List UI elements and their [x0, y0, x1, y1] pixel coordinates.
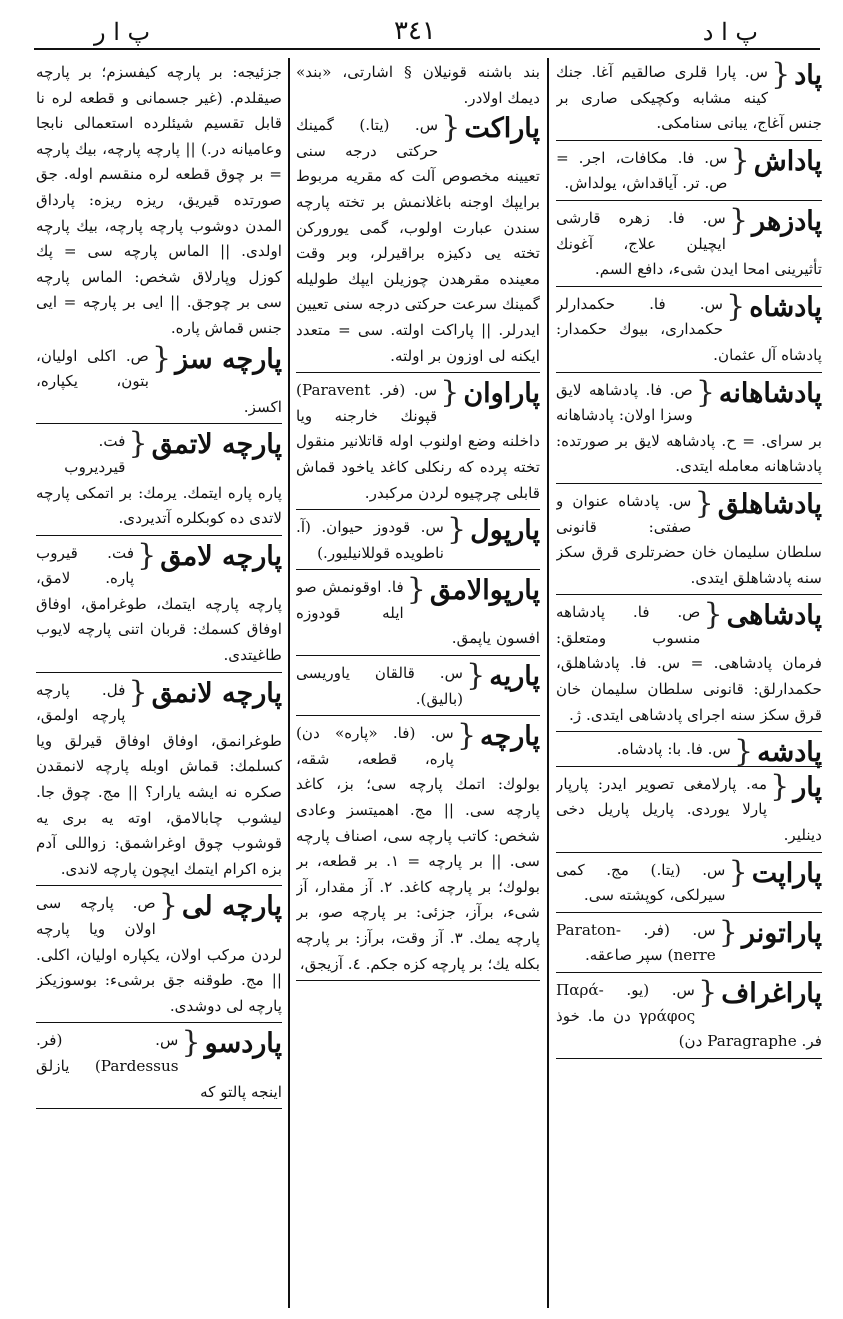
entry-headword: پاراتونر — [741, 917, 822, 949]
entry-definition: س. (فر. Pardessus) يازلق اينجه پالتو كه — [36, 1031, 282, 1101]
dictionary-entry — [36, 1025, 282, 1109]
dictionary-entry — [296, 718, 540, 981]
entry-headword: پارچه — [480, 721, 540, 753]
brace-mark: { — [728, 202, 749, 238]
dictionary-entry — [556, 142, 822, 201]
entry-headword: پارپوالامق — [429, 575, 540, 607]
running-header — [34, 14, 818, 48]
brace-mark: { — [726, 288, 746, 324]
entry-headword: پادشاهانه — [718, 377, 822, 409]
entry-headword: پاريه — [489, 661, 540, 693]
dictionary-entry — [36, 888, 282, 1023]
brace-mark: { — [447, 512, 467, 548]
brace-mark: { — [703, 597, 723, 633]
entry-definition: س. (فر. Paravent) قپونك خارجنه ويا داخلنه وضع اولنوب اوله قاتلانير منقول تخته پرده كه رنكلی كاغد ياخود قماش قابلی چرچيوه لردن مركبدر. — [296, 381, 540, 502]
dictionary-entry — [36, 674, 282, 887]
brace-mark: { — [456, 718, 477, 754]
entry-headword: پادشاهلق — [717, 488, 822, 520]
brace-mark: { — [137, 537, 157, 573]
dictionary-entry — [556, 768, 822, 853]
entry-definition: س. فا. با: پادشاه. — [616, 740, 732, 759]
brace-mark: { — [158, 888, 178, 924]
entry-headword: پارچه لی — [181, 891, 282, 923]
entry-headword: پار — [793, 771, 822, 803]
entry-definition: ص. اكلی اوليان، بتون، يكپاره، اكسز. — [36, 346, 282, 416]
dictionary-entry — [36, 60, 282, 342]
entry-definition: س. فا. زهره قارشی ايچيلن علاج، آغونك تأثيرينی امحا ايدن شیء، دافع السم. — [556, 208, 822, 279]
entry-definition: مه. پارلامغی تصوير ايدر: پارپار پارلا يوردی. پاريل پاريل دخی دينلير. — [556, 774, 822, 845]
brace-mark: { — [730, 142, 750, 178]
brace-mark: { — [441, 110, 461, 146]
brace-mark: { — [466, 658, 486, 694]
brace-mark: { — [694, 485, 714, 521]
column-middle — [296, 60, 540, 1310]
header-right-guide: پ ا د — [702, 18, 758, 46]
header-rule — [34, 48, 820, 50]
entry-headword: پارچه سز — [175, 343, 282, 375]
dictionary-entry — [296, 572, 540, 656]
entry-headword: پادشاهی — [726, 600, 822, 632]
brace-mark: { — [728, 854, 748, 890]
entry-headword: پاراپت — [751, 857, 822, 889]
entry-definition: س. فا. حكمدارلر حكمداری، بيوك حكمدار: پادشاه آل عثمان. — [556, 294, 822, 364]
entry-definition: س. (يتا.) گمينك حركتی درجه سنی تعيينه مخصوص آلت كه مقريه مربوط برايپك اوجنه باغلانمش بر تخته پارچه سندن عبارت اولوب، گمی يوروركن تخته يی دكيزه براقيرلر، وبر وقت معينده مقرهدن چوزيلن ايپك طوليله گمينك سرعت حركتی درجه سنی تعيين ايدرلر. || پاراكت اولته. سی = متعدد ايكنه لی اوزون بر اولته. — [296, 116, 540, 365]
dictionary-entry — [556, 60, 822, 141]
header-left-guide: پ ا ر — [94, 18, 151, 46]
dictionary-entry — [556, 202, 822, 287]
entry-headword: پارچه لاتمق — [151, 429, 282, 461]
entry-definition: ص. فا. پادشاهه منسوب ومتعلق: فرمان پادشاهی. = س. فا. پادشاهلق، حكمدارلق: قانونی سلطان سليمان خان قرق سكز سنه اجرای پادشاهی ايتدی. ژ. — [556, 603, 822, 724]
dictionary-entry — [556, 288, 822, 373]
entry-headword: پاردسو — [204, 1028, 282, 1060]
entry-definition: س. (فر. Paraton-nerre) سپر صاعقه. — [556, 920, 716, 965]
column-divider — [288, 58, 290, 1308]
dictionary-entry — [556, 374, 822, 484]
dictionary-entry — [36, 426, 282, 535]
entry-headword: پادشاه — [749, 291, 822, 323]
dictionary-entry — [296, 512, 540, 570]
brace-mark: { — [440, 375, 460, 411]
brace-mark: { — [718, 914, 738, 950]
entry-headword: پاداش — [753, 145, 822, 177]
entry-headword: پارپول — [470, 515, 540, 547]
entry-definition: فت. قيرديروب پاره پاره ايتمك. يرمك: بر اتمكی پارچه لاتدی ده كوبكلره آتديردی. — [36, 432, 282, 528]
brace-mark: { — [771, 60, 791, 92]
brace-mark: { — [406, 572, 426, 608]
column-divider — [547, 58, 549, 1308]
entry-definition: س. (فا. «پاره» دن) پاره، قطعه، شقه، بولوك: اتمك پارچه سی؛ بز، كاغد پارچه سی. || مج. اهميتسز وعادی شخص: كاتب پارچه سی، اصناف پارچه سی. || بر پارچه = ١. بر قطعه، بر بولوك؛ بر پارچه كاغد. ٢. آز مقدار، آز شیء، برآز، جزئی: بر پارچه صو، بر پارچه يمك. ٣. آز وقت، برآز: بر پارچه بكله يك؛ بر پارچه كزه جكم. ٤. آزيجق، — [296, 724, 540, 973]
entry-headword: پادشه — [757, 737, 822, 769]
brace-mark: { — [695, 374, 715, 410]
page-number: ٣٤١ — [394, 16, 436, 46]
entry-headword: پادزهر — [752, 205, 822, 237]
dictionary-entry — [36, 537, 282, 673]
entry-definition: س. قودوز حيوان. (آ. ناطويده قوللانيليور.) — [296, 518, 445, 562]
entry-definition: س. پارا قلری صالقیم آغا. جنك كينه مشابه وكچيكی صاری بر جنس آغاج، يبانی سنامكی. — [556, 63, 822, 133]
entry-definition: جزئيجه: بر پارچه كيفسزم؛ بر پارچه صيقلدم. (غير جسمانی و قطعه لره نا قابل تقسيم شيئلرده استعمالی نابجا وعاميانه در.) || پارچه پارچه، بيك پارچه = بر چوق قطعه لره منقسم اوله. جق صورتده قيريق، ريزه ريزه: پارداق المدن دوشوب پارچه پارچه، بيك پارچه اولدی. || الماس پارچه سی = پك كوزل وپارلاق شخص: الماس پارچه سی بر چوجق. || ايی بر پارچه = ايی جنس قماش پاره. — [36, 63, 282, 337]
entry-definition: فل. پارچه پارچه اولمق، طوغرانمق، اوفاق اوفاق قيرلق ويا كسلمك: قماش اوبله پارچه لانمقدن صكره نه ايشه يارار؟ || مج. چوق جا. ليشوب چابالامق، اوته يه بری يه قوشوب چوق اوغراشمق: زواللی آدم بزه اكرام ايتمك ايچون پارچه لاندی. — [36, 680, 282, 878]
entry-definition: س. فا. مكافات، اجر. = ص. تر. آياقداش، يولداش. — [556, 148, 728, 193]
dictionary-entry — [296, 60, 540, 111]
column-right — [556, 60, 822, 1310]
dictionary-entry — [556, 734, 822, 770]
brace-mark: { — [181, 1025, 201, 1061]
entry-headword: پارچه لامق — [160, 540, 282, 572]
entry-headword: پاراكت — [464, 113, 540, 145]
column-left — [36, 60, 282, 1310]
dictionary-entry — [556, 854, 822, 913]
entry-definition: فا. اوقونمش صو ايله قودوزه افسون ياپمق. — [296, 578, 540, 648]
brace-mark: { — [734, 734, 754, 770]
entry-headword: پارچه لانمق — [151, 677, 282, 709]
entry-definition: س. قالقان ياوريسی (باليق). — [296, 664, 464, 708]
entry-definition: ص. پارچه سی اولان ويا پارچه لردن مركب اولان، يكپاره اوليان، اكلی. || مج. طوقنه جق برشیء: بوسوزيكز پارچه لی دوشدی. — [36, 894, 282, 1015]
brace-mark: { — [770, 768, 790, 804]
entry-headword: پاراوان — [463, 378, 540, 410]
dictionary-entry — [556, 914, 822, 973]
brace-mark: { — [152, 340, 172, 376]
entry-definition: ص. فا. پادشاهه لايق وسزا اولان: پادشاهانه بر سرای. = ح. پادشاهه لايق بر صورتده: پادشاهانه معامله ايتدی. — [556, 380, 822, 476]
dictionary-entry — [556, 597, 822, 732]
dictionary-entry — [36, 340, 282, 425]
brace-mark: { — [128, 426, 148, 462]
entry-definition: س. پادشاه عنوان و صفتی: قانونی سلطان سليمان خان حضرتلری قرق سكز سنه پادشاهلق ايتدی. — [556, 491, 822, 587]
entry-definition: س. (يتا.) مج. كمی سيرلكی، كوپشته سی. — [556, 860, 726, 905]
entry-headword: پاد — [794, 60, 822, 91]
brace-mark: { — [128, 674, 148, 710]
brace-mark: { — [698, 975, 718, 1010]
dictionary-entry — [556, 485, 822, 595]
dictionary-entry — [556, 975, 822, 1059]
entry-definition: فت. قيروب پاره. لامق، پارچه پارچه ايتمك، طوغرامق، اوفاق اوفاق كسمك: قربان اتنی پارچه لايوب طاغيتدی. — [36, 543, 282, 665]
dictionary-entry — [296, 110, 540, 373]
dictionary-entry — [296, 375, 540, 510]
entry-definition: س. (يو. Παρά- γράφος دن ما. خوذ فر. Paragraphe دن) — [556, 981, 822, 1051]
dictionary-entry — [296, 658, 540, 716]
entry-definition: بند باشنه قونيلان § اشارتی، «بند» ديمك اولادر. — [296, 63, 540, 107]
entry-headword: پاراغراف — [721, 978, 822, 1009]
